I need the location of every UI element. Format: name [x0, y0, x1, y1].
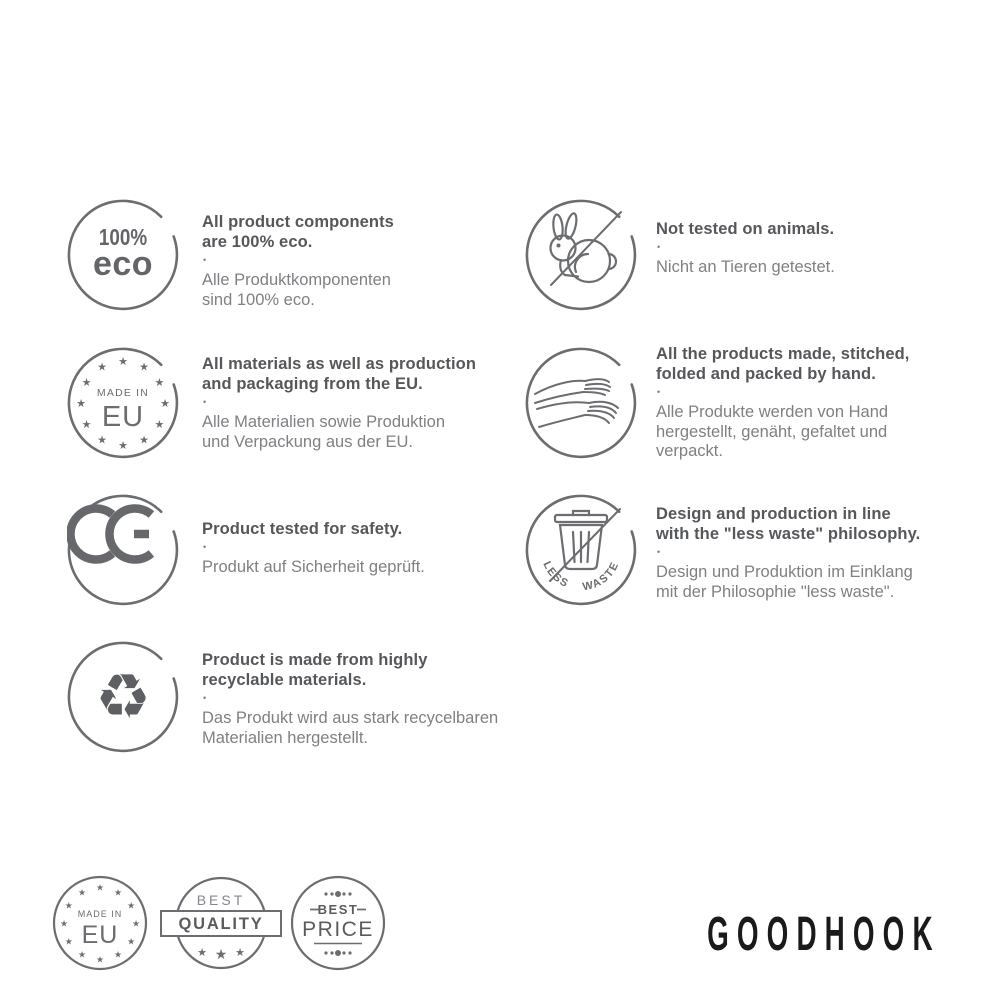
feature-body-de: Alle Produkte werden von Hand hergestellt, genäht, gefaltet und verpackt. [656, 403, 889, 460]
made-in-label: MADE IN [77, 909, 123, 919]
svg-text:★: ★ [77, 888, 87, 899]
eu-label: EU [101, 401, 145, 433]
separator-dot: • [203, 397, 207, 407]
separator-dot: • [203, 255, 207, 265]
svg-text:★: ★ [235, 946, 245, 959]
feature-body-de: Das Produkt wird aus stark recycelbaren Materialien hergestellt. [202, 709, 499, 747]
svg-text:★: ★ [97, 360, 107, 374]
svg-text:★: ★ [81, 418, 92, 431]
feature-heading-en: All product components are 100% eco. [202, 213, 394, 251]
svg-text:★: ★ [160, 397, 170, 410]
svg-text:★: ★ [113, 950, 123, 961]
dots-bottom [324, 950, 351, 956]
eco-badge-eco-text: eco [92, 245, 154, 283]
svg-text:★: ★ [118, 439, 128, 452]
price-label: PRICE [302, 918, 374, 941]
feature-body-de: Alle Materialien sowie Produktion und Verpackung aus der EU. [202, 413, 446, 451]
hands-icon [535, 379, 618, 427]
feature-body-de: Alle Produktkomponenten sind 100% eco. [202, 271, 391, 309]
separator-dot: • [657, 242, 661, 252]
no-animal-testing-badge-icon [525, 199, 637, 311]
made-in-label: MADE IN [96, 387, 150, 399]
svg-text:★: ★ [197, 946, 207, 959]
svg-text:★: ★ [64, 937, 73, 948]
less-waste-label: LESS WASTE [540, 559, 622, 594]
brand-wordmark: GOODHOOK [707, 908, 941, 961]
made-in-eu-badge-icon [67, 347, 179, 459]
eco-100-badge-icon [67, 199, 179, 311]
dots-top [324, 891, 351, 897]
recycle-icon: ♻ [95, 660, 151, 733]
footer-made-in-eu-badge [50, 873, 150, 973]
svg-text:LESS WASTE [540, 560, 621, 594]
svg-text:★: ★ [127, 901, 136, 912]
feature-heading-en: Not tested on animals. [656, 220, 835, 238]
separator-dot: • [657, 387, 661, 397]
feature-body-de: Nicht an Tieren getestet. [656, 258, 835, 276]
feature-text-recyclable [202, 650, 498, 748]
handmade-badge-icon [525, 347, 637, 459]
svg-text:★: ★ [154, 418, 165, 431]
best-label: BEST [317, 902, 359, 917]
feature-text-eu [202, 354, 476, 452]
less-waste-badge-icon [525, 494, 637, 606]
svg-text:★: ★ [95, 883, 105, 894]
svg-text:★: ★ [77, 950, 87, 961]
feature-text-eco [202, 212, 394, 310]
separator-dot: • [657, 547, 661, 557]
svg-text:★: ★ [81, 376, 92, 389]
feature-text-handmade [656, 344, 910, 462]
svg-text:★: ★ [95, 955, 105, 966]
separator-dot: • [203, 693, 207, 703]
feature-body-de: Design und Produktion im Einklang mit der Philosophie "less waste". [656, 563, 913, 601]
svg-text:★: ★ [139, 433, 149, 447]
feature-heading-en: Design and production in line with the "less waste" philosophy. [656, 505, 921, 543]
svg-text:★: ★ [139, 360, 149, 374]
svg-text:★: ★ [64, 901, 73, 912]
svg-text:★: ★ [154, 376, 165, 389]
svg-text:★: ★ [118, 355, 128, 368]
svg-text:★: ★ [97, 433, 107, 447]
feature-heading-en: All materials as well as production and packaging from the EU. [202, 355, 477, 393]
quality-label: QUALITY [178, 915, 264, 933]
svg-text:★: ★ [113, 888, 123, 899]
footer-best-price-badge [288, 873, 388, 973]
ce-badge-icon [67, 494, 179, 606]
best-label: BEST [196, 892, 246, 908]
separator-dot: • [203, 542, 207, 552]
ce-mark [70, 509, 151, 560]
rabbit-icon [551, 212, 622, 285]
eu-label: EU [81, 921, 119, 949]
quality-stars [197, 946, 245, 963]
feature-text-less-waste [656, 504, 920, 602]
svg-text:★: ★ [131, 919, 141, 930]
feature-heading-en: Product is made from highly recyclable materials. [202, 651, 428, 689]
svg-text:★: ★ [127, 937, 136, 948]
feature-heading-en: Product tested for safety. [202, 520, 403, 538]
feature-body-de: Produkt auf Sicherheit geprüft. [202, 558, 425, 576]
svg-text:★: ★ [59, 919, 69, 930]
eco-badge-100-text: 100% [98, 224, 148, 250]
svg-text:★: ★ [76, 397, 86, 410]
footer-best-quality-badge [158, 870, 284, 976]
feature-heading-en: All the products made, stitched, folded and packed by hand. [656, 345, 910, 383]
feature-text-animals [656, 219, 835, 278]
feature-text-ce [202, 519, 425, 578]
svg-text:★: ★ [214, 947, 228, 963]
recyclable-badge-icon [67, 641, 179, 753]
